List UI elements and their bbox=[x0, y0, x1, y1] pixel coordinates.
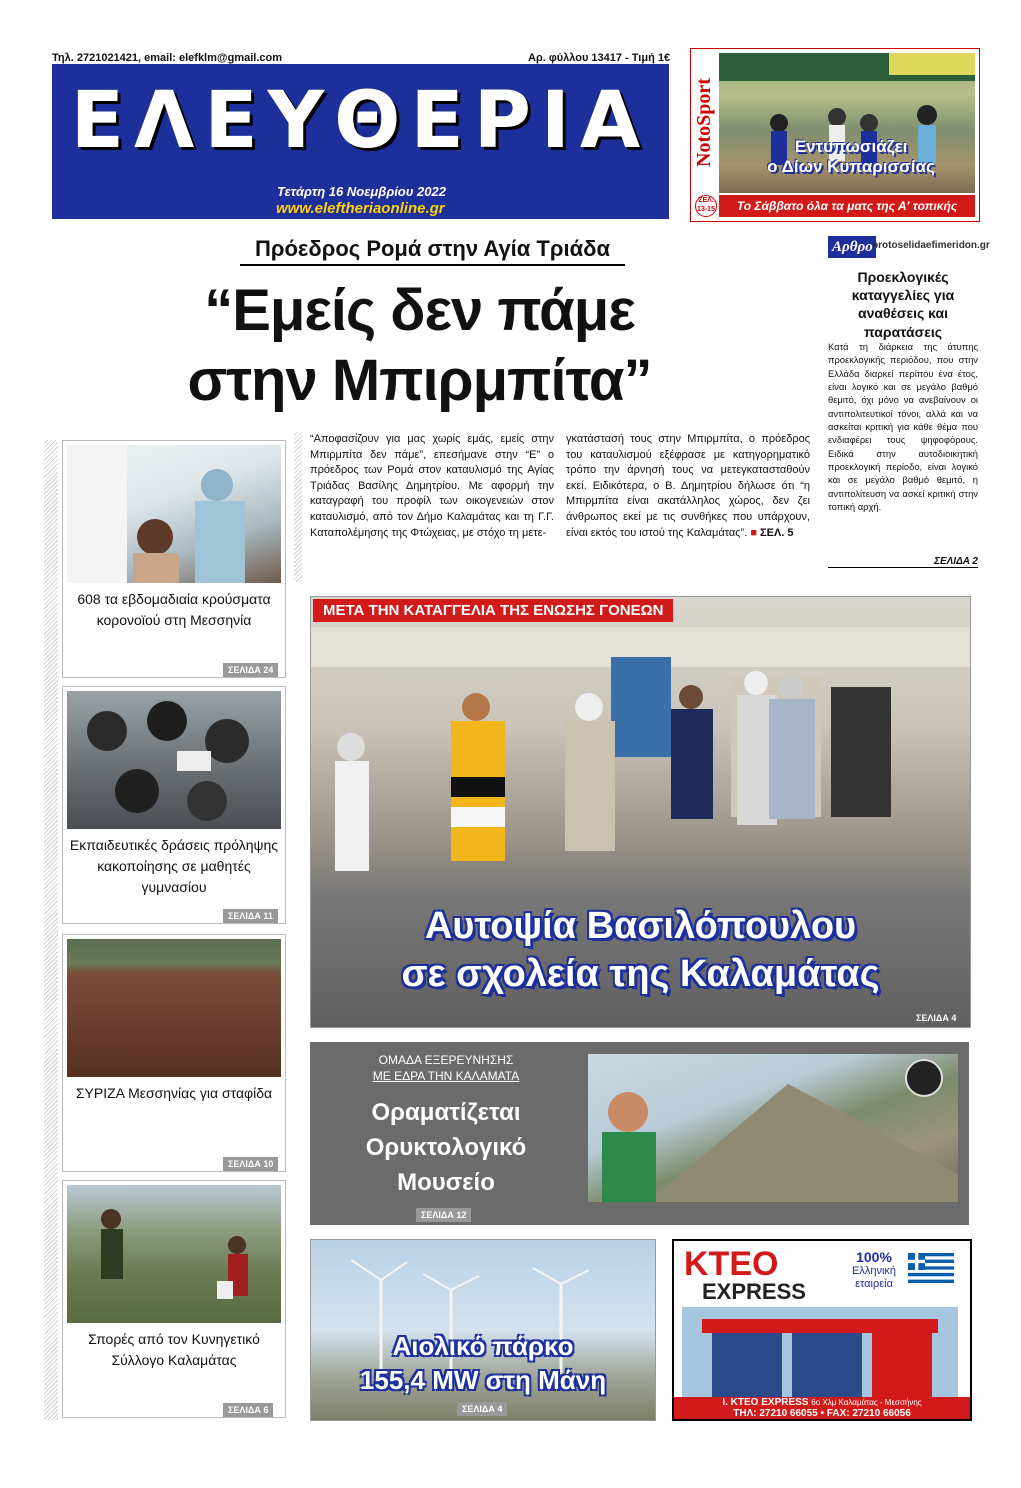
side-story-page: ΣΕΛΙΔΑ 24 bbox=[223, 663, 278, 677]
ad-footer-address: 6ο Χλμ Καλαμάτας - Μεσσήνης bbox=[811, 1398, 922, 1407]
museum-kicker bbox=[330, 1052, 562, 1084]
opinion-column[interactable] bbox=[828, 236, 990, 576]
sport-page-range: 13-15 bbox=[697, 206, 715, 213]
main-page: ΣΕΛΙΔΑ 4 bbox=[916, 1013, 957, 1023]
greek-flag-icon bbox=[908, 1253, 954, 1283]
hunting-club-photo bbox=[67, 1185, 281, 1323]
wind-headline-line: 155,4 MW στη Μάνη bbox=[359, 1364, 607, 1395]
kteo-building-icon bbox=[682, 1307, 958, 1397]
ad-badge-line: 100% bbox=[856, 1249, 892, 1265]
ad-footer: Ι. ΚΤΕΟ EXPRESS 6ο Χλμ Καλαμάτας - Μεσσήνης ΤΗΛ: 27210 66055 • FAX: 27210 66056 bbox=[674, 1397, 970, 1419]
museum-title-line: Ορυκτολογικό bbox=[365, 1133, 527, 1161]
opinion-page: ΣΕΛΙΔΑ 2 bbox=[828, 556, 978, 568]
ad-badge-line: Ελληνική bbox=[851, 1265, 897, 1278]
covid-test-scene-icon bbox=[67, 445, 281, 583]
ad-phone[interactable]: ΤΗΛ: 27210 66055 bbox=[733, 1408, 818, 1419]
side-story-page: ΣΕΛΙΔΑ 10 bbox=[223, 1157, 278, 1171]
ad-badge-line: εταιρεία bbox=[855, 1277, 893, 1290]
lead-headline-line: στην Μπιρμπίτα” bbox=[187, 347, 652, 413]
side-story-education[interactable] bbox=[62, 686, 286, 924]
contact-line: Τηλ. 2721021421, email: elefklm@gmail.com bbox=[52, 52, 283, 64]
kteo-advertisement[interactable] bbox=[672, 1239, 972, 1421]
website-link[interactable]: www.eleftheriaonline.gr bbox=[276, 200, 445, 217]
sport-promo[interactable] bbox=[690, 48, 980, 222]
hunters-scene-icon bbox=[67, 1185, 281, 1323]
main-photo-story[interactable] bbox=[310, 596, 971, 1028]
students-scene-icon bbox=[67, 691, 281, 829]
side-story-hunting[interactable] bbox=[62, 1180, 286, 1418]
side-story-covid[interactable] bbox=[62, 440, 286, 678]
museum-kicker-line: ΟΜΑΔΑ ΕΞΕΡΕΥΝΗΣΗΣ bbox=[378, 1053, 514, 1067]
main-banner: ΜΕΤΑ ΤΗΝ ΚΑΤΑΓΓΕΛΙΑ ΤΗΣ ΕΝΩΣΗΣ ΓΟΝΕΩΝ bbox=[313, 599, 673, 622]
ad-fax: FAX: 27210 66056 bbox=[826, 1408, 911, 1419]
masthead-title: ΕΛΕΥΘΕΡΙΑ bbox=[70, 76, 651, 166]
side-story-page: ΣΕΛΙΔΑ 6 bbox=[223, 1403, 273, 1417]
students-photo bbox=[67, 691, 281, 829]
lead-body-col1: “Αποφασίζουν για μας χωρίς εμάς, εμείς στην Μπιρμπίτα δεν πάμε”, επεσήμανε στην “Ε” ο πρόεδρος των Ρομά στον καταυλισμό της Αγίας Τριάδας Βασίλης Δημητρίου. Με αφορμή την καταγραφή του προφίλ των οικογενειών στον καταυλισμό, από τον Δήμο Καλαμάτας και τη Γ.Γ. Καταπολέμησης της Φτώχειας, με στόχο τη μετε- bbox=[310, 433, 554, 539]
lead-headline[interactable] bbox=[112, 276, 727, 415]
wind-park-story[interactable] bbox=[310, 1239, 656, 1421]
opinion-title: Προεκλογικές καταγγελίες για αναθέσεις και παρατάσεις bbox=[851, 269, 955, 340]
sport-page-label: ΣΕΛ. bbox=[698, 197, 714, 204]
watermark: protoselidaefimeridon.gr bbox=[872, 240, 990, 251]
opinion-body: Κατά τη διάρκεια της άτυπης προεκλογικής περιόδου, που στην Ελλάδα διαρκεί περίπου ένα έτος, είναι λογικό και σε μεγάλο βαθμό θεμιτό, όχι μόνο να ανεβαίνουν οι αντιπολιτευτικοί τόνοι, αλλά και να ασκείται κριτική για κάθε θέμα που ενδιαφέρει τους ψηφοφόρους. Ειδικά στην αυτοδιοικητική προεκλογική περίοδο, είναι λογικό και σε μεγάλο βαθμό θεμιτό, η αντιπολίτευση να ασκεί κριτική στην τοπική αρχή. bbox=[828, 341, 978, 513]
sport-bar: Το Σάββατο όλα τα ματς της Α' τοπικής bbox=[719, 195, 975, 217]
museum-story[interactable] bbox=[310, 1042, 969, 1225]
issue-date: Τετάρτη 16 Νοεμβρίου 2022 bbox=[277, 184, 446, 199]
museum-kicker-line: ΜΕ ΕΔΡΑ ΤΗΝ ΚΑΛΑΜΑΤΑ bbox=[372, 1069, 520, 1084]
ad-footer-name: Ι. ΚΤΕΟ EXPRESS bbox=[722, 1397, 809, 1408]
sport-headline-line: Εντυπωσιάζει bbox=[794, 137, 908, 156]
side-story-caption: ΣΥΡΙΖΑ Μεσσηνίας για σταφίδα bbox=[75, 1085, 273, 1101]
side-hatch bbox=[44, 440, 58, 1420]
side-story-caption: Σπορές από τον Κυνηγετικό Σύλλογο Καλαμάτας bbox=[88, 1331, 260, 1368]
ad-brand-express: EXPRESS bbox=[702, 1279, 806, 1304]
museum-title-line: Οραματίζεται bbox=[371, 1099, 521, 1126]
museum-title-line: Μουσείο bbox=[397, 1168, 495, 1196]
mountain-scene-icon bbox=[588, 1054, 958, 1202]
lead-page-ref[interactable] bbox=[750, 527, 793, 539]
side-story-raisin[interactable] bbox=[62, 934, 286, 1172]
opinion-label: Αρθρο bbox=[828, 236, 876, 258]
column-divider bbox=[294, 432, 302, 582]
masthead bbox=[52, 64, 669, 219]
sport-headline-line: ο Δίων Κυπαρισσίας bbox=[767, 156, 935, 176]
side-story-caption: 608 τα εβδομαδιαία κρούσματα κορονοϊού στη Μεσσηνία bbox=[77, 591, 271, 628]
side-story-caption: Εκπαιδευτικές δράσεις πρόληψης κακοποίησης σε μαθητές γυμνασίου bbox=[69, 837, 279, 895]
issue-info: Αρ. φύλλου 13417 - Τιμή 1€ bbox=[528, 52, 671, 64]
ad-badge bbox=[844, 1249, 904, 1290]
square-bullet-icon: ■ bbox=[750, 526, 757, 539]
museum-page: ΣΕΛΙΔΑ 12 bbox=[416, 1208, 471, 1222]
sport-brand: NotoSport bbox=[693, 53, 715, 193]
mountain-photo bbox=[588, 1054, 958, 1202]
museum-title bbox=[330, 1096, 562, 1200]
lead-body-col2 bbox=[566, 432, 810, 541]
main-headline-line: σε σχολεία της Καλαμάτας bbox=[401, 952, 880, 995]
sport-page-badge bbox=[695, 195, 717, 217]
wind-headline-line: Αιολικό πάρκο bbox=[392, 1331, 574, 1361]
wind-headline bbox=[311, 1330, 655, 1398]
side-story-page: ΣΕΛΙΔΑ 11 bbox=[223, 909, 278, 923]
covid-test-photo bbox=[67, 445, 281, 583]
ad-brand-kteo: KTEO bbox=[684, 1245, 779, 1283]
lead-kicker: Πρόεδρος Ρομά στην Αγία Τριάδα bbox=[240, 236, 625, 266]
wind-page: ΣΕΛΙΔΑ 4 bbox=[457, 1402, 507, 1416]
main-headline-line: Αυτοψία Βασιλόπουλου bbox=[424, 905, 857, 947]
lead-headline-line: “Εμείς δεν πάμε bbox=[204, 278, 635, 343]
main-headline bbox=[311, 903, 970, 998]
lead-page-ref-text: ΣΕΛ. 5 bbox=[760, 526, 794, 539]
raisin-drying-photo bbox=[67, 939, 281, 1077]
lead-body-text: γκατάστασή τους στην Μπιρμπίτα, ο πρόεδρος του καταυλισμού εξέφρασε με κατηγορηματικό τρόπο την άρνησή τους να μετεγκατασταθούν εκεί. Ειδικότερα, ο Β. Δημητρίου δήλωσε ότι “η Μπιρμπίτα είναι ακατάλληλος χώρος, δεν ζει άνθρωπος εκεί με τις συνθήκες που υπάρχουν, είναι εκτός του ιστού της Καλαμάτας”. bbox=[566, 433, 810, 539]
sport-headline bbox=[751, 137, 951, 176]
